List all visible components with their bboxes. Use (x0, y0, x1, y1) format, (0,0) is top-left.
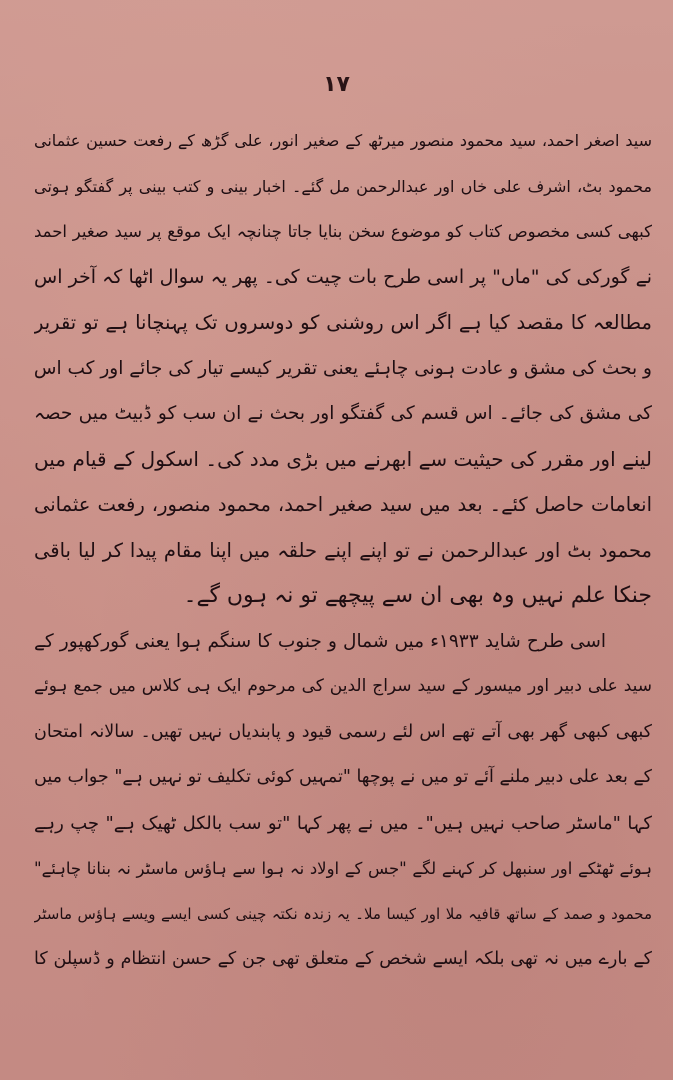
text-line: کے بارے میں نہ تھی بلکہ ایسے شخص کے متعلق تھی جن کے حسن انتظام و ڈسپلن کا (34, 949, 652, 969)
text-line: کی مشق کی جائے۔ اس قسم کی گفتگو اور بحث نے ان سب کو ڈبیٹ میں حصہ (34, 403, 652, 424)
text-line: و بحث کی مشق و عادت ہونی چاہئے یعنی تقریر کیسے تیار کی جائے اور کب اس (34, 357, 652, 379)
text-line: اسی طرح شاید ۱۹۳۳ء میں شمال و جنوب کا سنگم ہوا یعنی گورکھپور کے (34, 630, 606, 652)
text-line: کے بعد علی دبیر ملنے آئے تو میں نے پوچھا "تمہیں کوئی تکلیف تو نہیں ہے" جواب میں (34, 767, 652, 787)
text-line: کہا "ماسٹر صاحب نہیں ہیں"۔ میں نے پھر کہا "تو سب بالکل ٹھیک ہے" چپ رہے (34, 812, 652, 834)
text-line: محمود و صمد کے ساتھ قافیہ ملا اور کیسا ملا۔ یہ زندہ نکتہ چینی کسی ایسے ویسے ہاؤس ماسٹر (34, 904, 652, 923)
text-line: محمود بٹ اور عبدالرحمن نے تو اپنے اپنے حلقہ میں اپنا مقام پیدا کر لیا باقی (34, 538, 652, 562)
text-line: انعامات حاصل کئے۔ بعد میں سید صغیر احمد، محمود منصور، رفعت عثمانی (34, 493, 652, 516)
text-line: محمود بٹ، اشرف علی خاں اور عبدالرحمن مل گئے۔ اخبار بینی و کتب بینی پر گفتگو ہوتی (34, 176, 652, 196)
text-line: سید اصغر احمد، سید محمود منصور میرٹھ کے صغیر انور، علی گڑھ کے رفعت حسین عثمانی (34, 131, 652, 150)
body-text (34, 118, 652, 983)
text-line: جنکا علم نہیں وہ بھی ان سے پیچھے تو نہ ہوں گے۔ (183, 583, 652, 608)
text-line: لینے اور مقرر کی حیثیت سے ابھرنے میں بڑی مدد کی۔ اسکول کے قیام میں (34, 446, 652, 471)
text-line: مطالعہ کا مقصد کیا ہے اگر اس روشنی کو دوسروں تک پہنچانا ہے تو تقریر (34, 311, 652, 334)
page-number: ۱۷ (323, 72, 350, 97)
text-line: ہوئے ٹھٹکے اور سنبھل کر کہنے لگے "جس کے اولاد نہ ہوا سے ہاؤس ماسٹر نہ بنانا چاہئے" (34, 859, 652, 878)
text-line: نے گورکی کی "ماں" پر اسی طرح بات چیت کی۔ پھر یہ سوال اٹھا کہ آخر اس (34, 265, 652, 288)
text-line: کبھی کبھی گھر بھی آتے تھے اس لئے رسمی قیود و پابندیاں نہیں تھیں۔ سالانہ امتحان (34, 721, 652, 742)
text-line: کبھی کسی مخصوص کتاب کو موضوع سخن بنایا جاتا چنانچہ ایک موقع پر سید صغیر احمد (34, 222, 652, 241)
text-line: سید علی دبیر اور میسور کے سید سراج الدین کی مرحوم ایک ہی کلاس میں جمع ہوئے (34, 676, 652, 696)
